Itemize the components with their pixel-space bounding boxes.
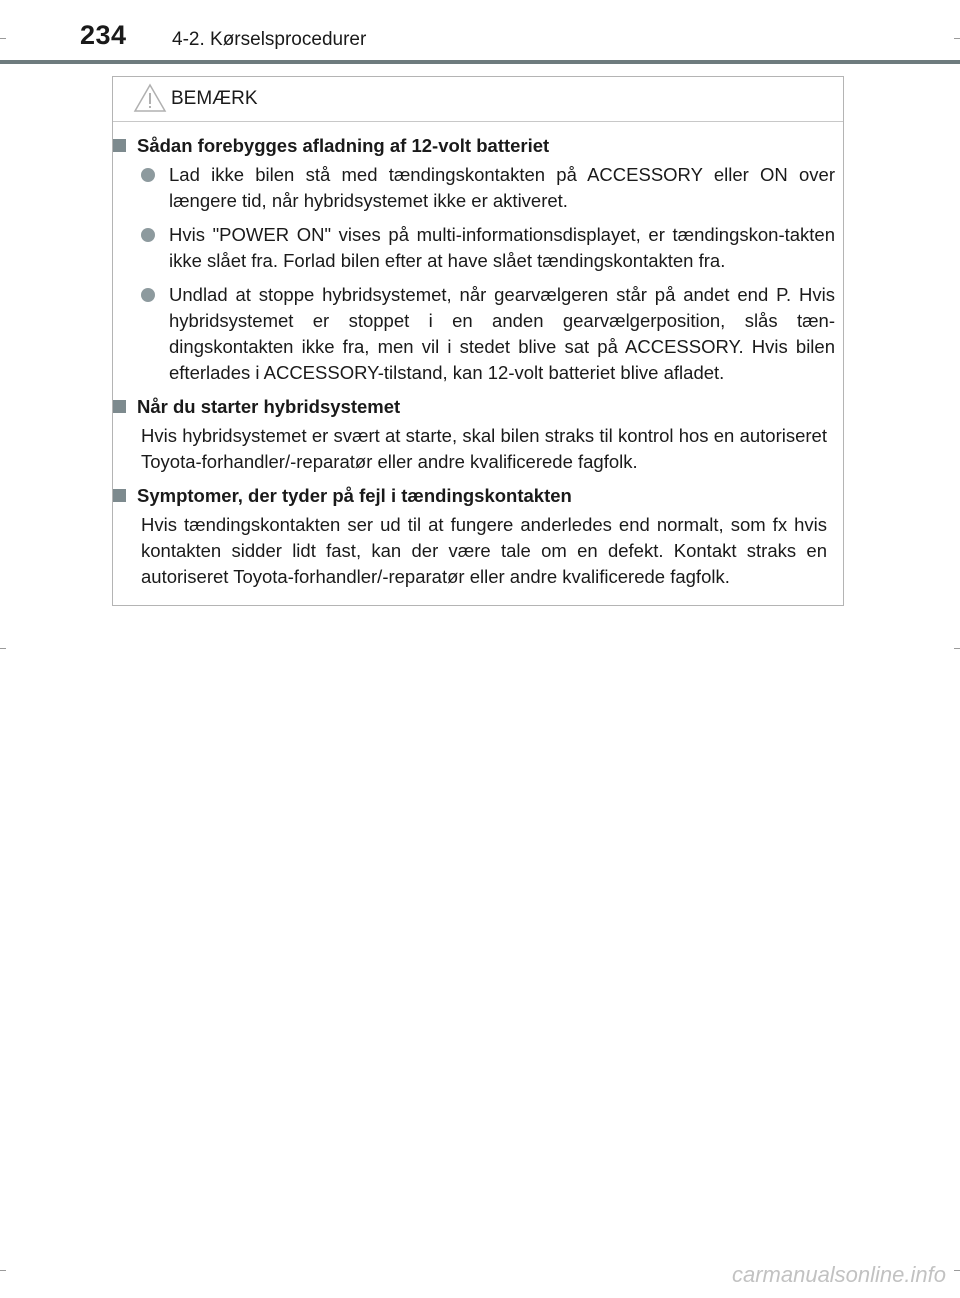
list-item [113,222,843,274]
square-bullet-icon [113,489,126,502]
notice-box [112,76,844,606]
topic-heading [113,394,843,420]
topic-heading-text: Når du starter hybridsystemet [137,396,401,417]
list-item [113,162,843,214]
notice-body [113,133,843,598]
topic-heading [113,483,843,509]
page-number: 234 [80,20,127,50]
square-bullet-icon [113,400,126,413]
topic-heading-text: Symptomer, der tyder på fejl i tændingskontakten [137,485,572,506]
crop-mark [0,38,6,39]
circle-bullet-icon [141,168,155,182]
crop-mark [954,648,960,649]
list-item-text: Undlad at stoppe hybridsystemet, når gearvælgeren står på andet end P. Hvis hybridsystemet er stoppet i en anden gearvælgerposition, slås tæn-dingskontakten ikke fra, men vil i stedet blive sat på ACCESSORY. Hvis bilen efterlades i ACCESSORY-tilstand, kan 12-volt batteriet blive afladet. [169,284,835,383]
circle-bullet-icon [141,228,155,242]
warning-triangle-icon [133,83,167,113]
crop-mark [0,1270,6,1271]
header-rule [0,60,960,64]
notice-header [113,77,843,122]
circle-bullet-icon [141,288,155,302]
list-item-text: Hvis "POWER ON" vises på multi-informationsdisplayet, er tændingskon-takten ikke slået fra. Forlad bilen efter at have slået tændingskontakten fra. [169,224,835,271]
topic-paragraph: Hvis tændingskontakten ser ud til at fungere anderledes end normalt, som fx hvis kontakten sidder lidt fast, kan der være tale om en defekt. Kontakt straks en autoriseret Toyota-forhandler/-reparatør eller andre kvalificerede fagfolk. [141,514,827,587]
watermark: carmanualsonline.info [731,1262,946,1287]
square-bullet-icon [113,139,126,152]
topic-heading-text: Sådan forebygges afladning af 12-volt batteriet [137,135,550,156]
crop-mark [0,648,6,649]
notice-title: BEMÆRK [171,88,258,109]
crop-mark [954,38,960,39]
list-item-text: Lad ikke bilen stå med tændingskontakten på ACCESSORY eller ON over længere tid, når hybridsystemet ikke er aktiveret. [169,164,835,211]
topic-heading [113,133,843,159]
section-title: 4-2. Kørselsprocedurer [172,29,367,50]
list-item [113,282,843,386]
topic-paragraph: Hvis hybridsystemet er svært at starte, skal bilen straks til kontrol hos en autoriseret Toyota-forhandler/-reparatør eller andre kvalificerede fagfolk. [141,425,827,472]
crop-mark [954,1270,960,1271]
